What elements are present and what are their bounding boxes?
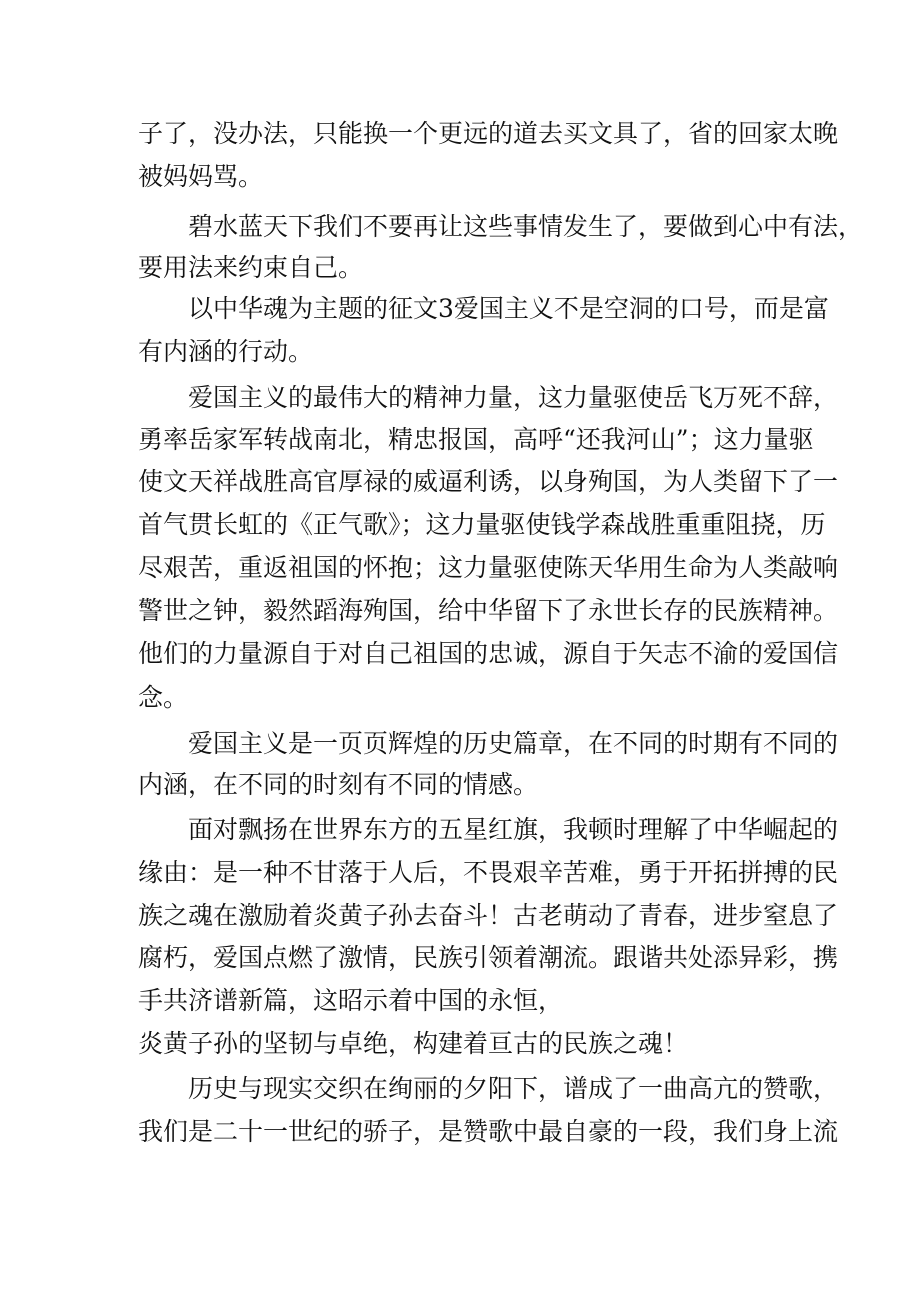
text-line: 缘由：是一种不甘落于人后，不畏艰辛苦难，勇于开拓拼搏的民 [138, 858, 839, 887]
text-line: 被妈妈骂。 [138, 162, 264, 191]
text-line: 手共济谱新篇，这昭示着中国的永恒， [138, 986, 564, 1015]
text-line: 族之魂在激励着炎黄子孙去奋斗！古老萌动了青春，进步窒息了 [138, 901, 839, 930]
paragraph-first-line: 爱国主义是一页页辉煌的历史篇章，在不同的时期有不同的 [188, 729, 839, 758]
text-line: 有内涵的行动。 [138, 337, 314, 366]
text-line: 警世之钟，毅然蹈海殉国，给中华留下了永世长存的民族精神。 [138, 596, 839, 625]
text-line: 腐朽，爱国点燃了激情，民族引领着潮流。跟谐共处添异彩，携 [138, 943, 839, 972]
text-line: 念。 [138, 683, 189, 712]
text-line: 内涵，在不同的时刻有不同的情感。 [138, 770, 539, 799]
paragraph-first-line: 以中华魂为主题的征文3爱国主义不是空洞的口号，而是富 [188, 294, 829, 323]
text-line: 子了，没办法，只能换一个更远的道去买文具了，省的回家太晚 [138, 119, 839, 148]
paragraph-first-line: 面对飘扬在世界东方的五星红旗，我顿时理解了中华崛起的 [188, 815, 839, 844]
text-line: 勇率岳家军转战南北，精忠报国，高呼“还我河山”；这力量驱 [138, 425, 814, 454]
paragraph-first-line: 爱国主义的最伟大的精神力量，这力量驱使岳飞万死不辞， [188, 383, 839, 412]
text-line: 我们是二十一世纪的骄子，是赞歌中最自豪的一段，我们身上流 [138, 1117, 839, 1146]
text-line: 他们的力量源自于对自己祖国的忠诚，源自于矢志不渝的爱国信 [138, 639, 839, 668]
paragraph-first-line: 碧水蓝天下我们不要再让这些事情发生了，要做到心中有法， [188, 212, 864, 241]
text-line: 首气贯长虹的《正气歌》；这力量驱使钱学森战胜重重阻挠，历 [138, 510, 826, 539]
text-line: 尽艰苦，重返祖国的怀抱；这力量驱使陈天华用生命为人类敲响 [138, 553, 839, 582]
text-line: 使文天祥战胜高官厚禄的威逼利诱，以身殉国，为人类留下了一 [138, 467, 839, 496]
text-line: 要用法来约束自己。 [138, 253, 364, 282]
text-line: 炎黄子孙的坚韧与卓绝，构建着亘古的民族之魂！ [138, 1029, 689, 1058]
paragraph-first-line: 历史与现实交织在绚丽的夕阳下，谱成了一曲高亢的赞歌， [188, 1074, 839, 1103]
